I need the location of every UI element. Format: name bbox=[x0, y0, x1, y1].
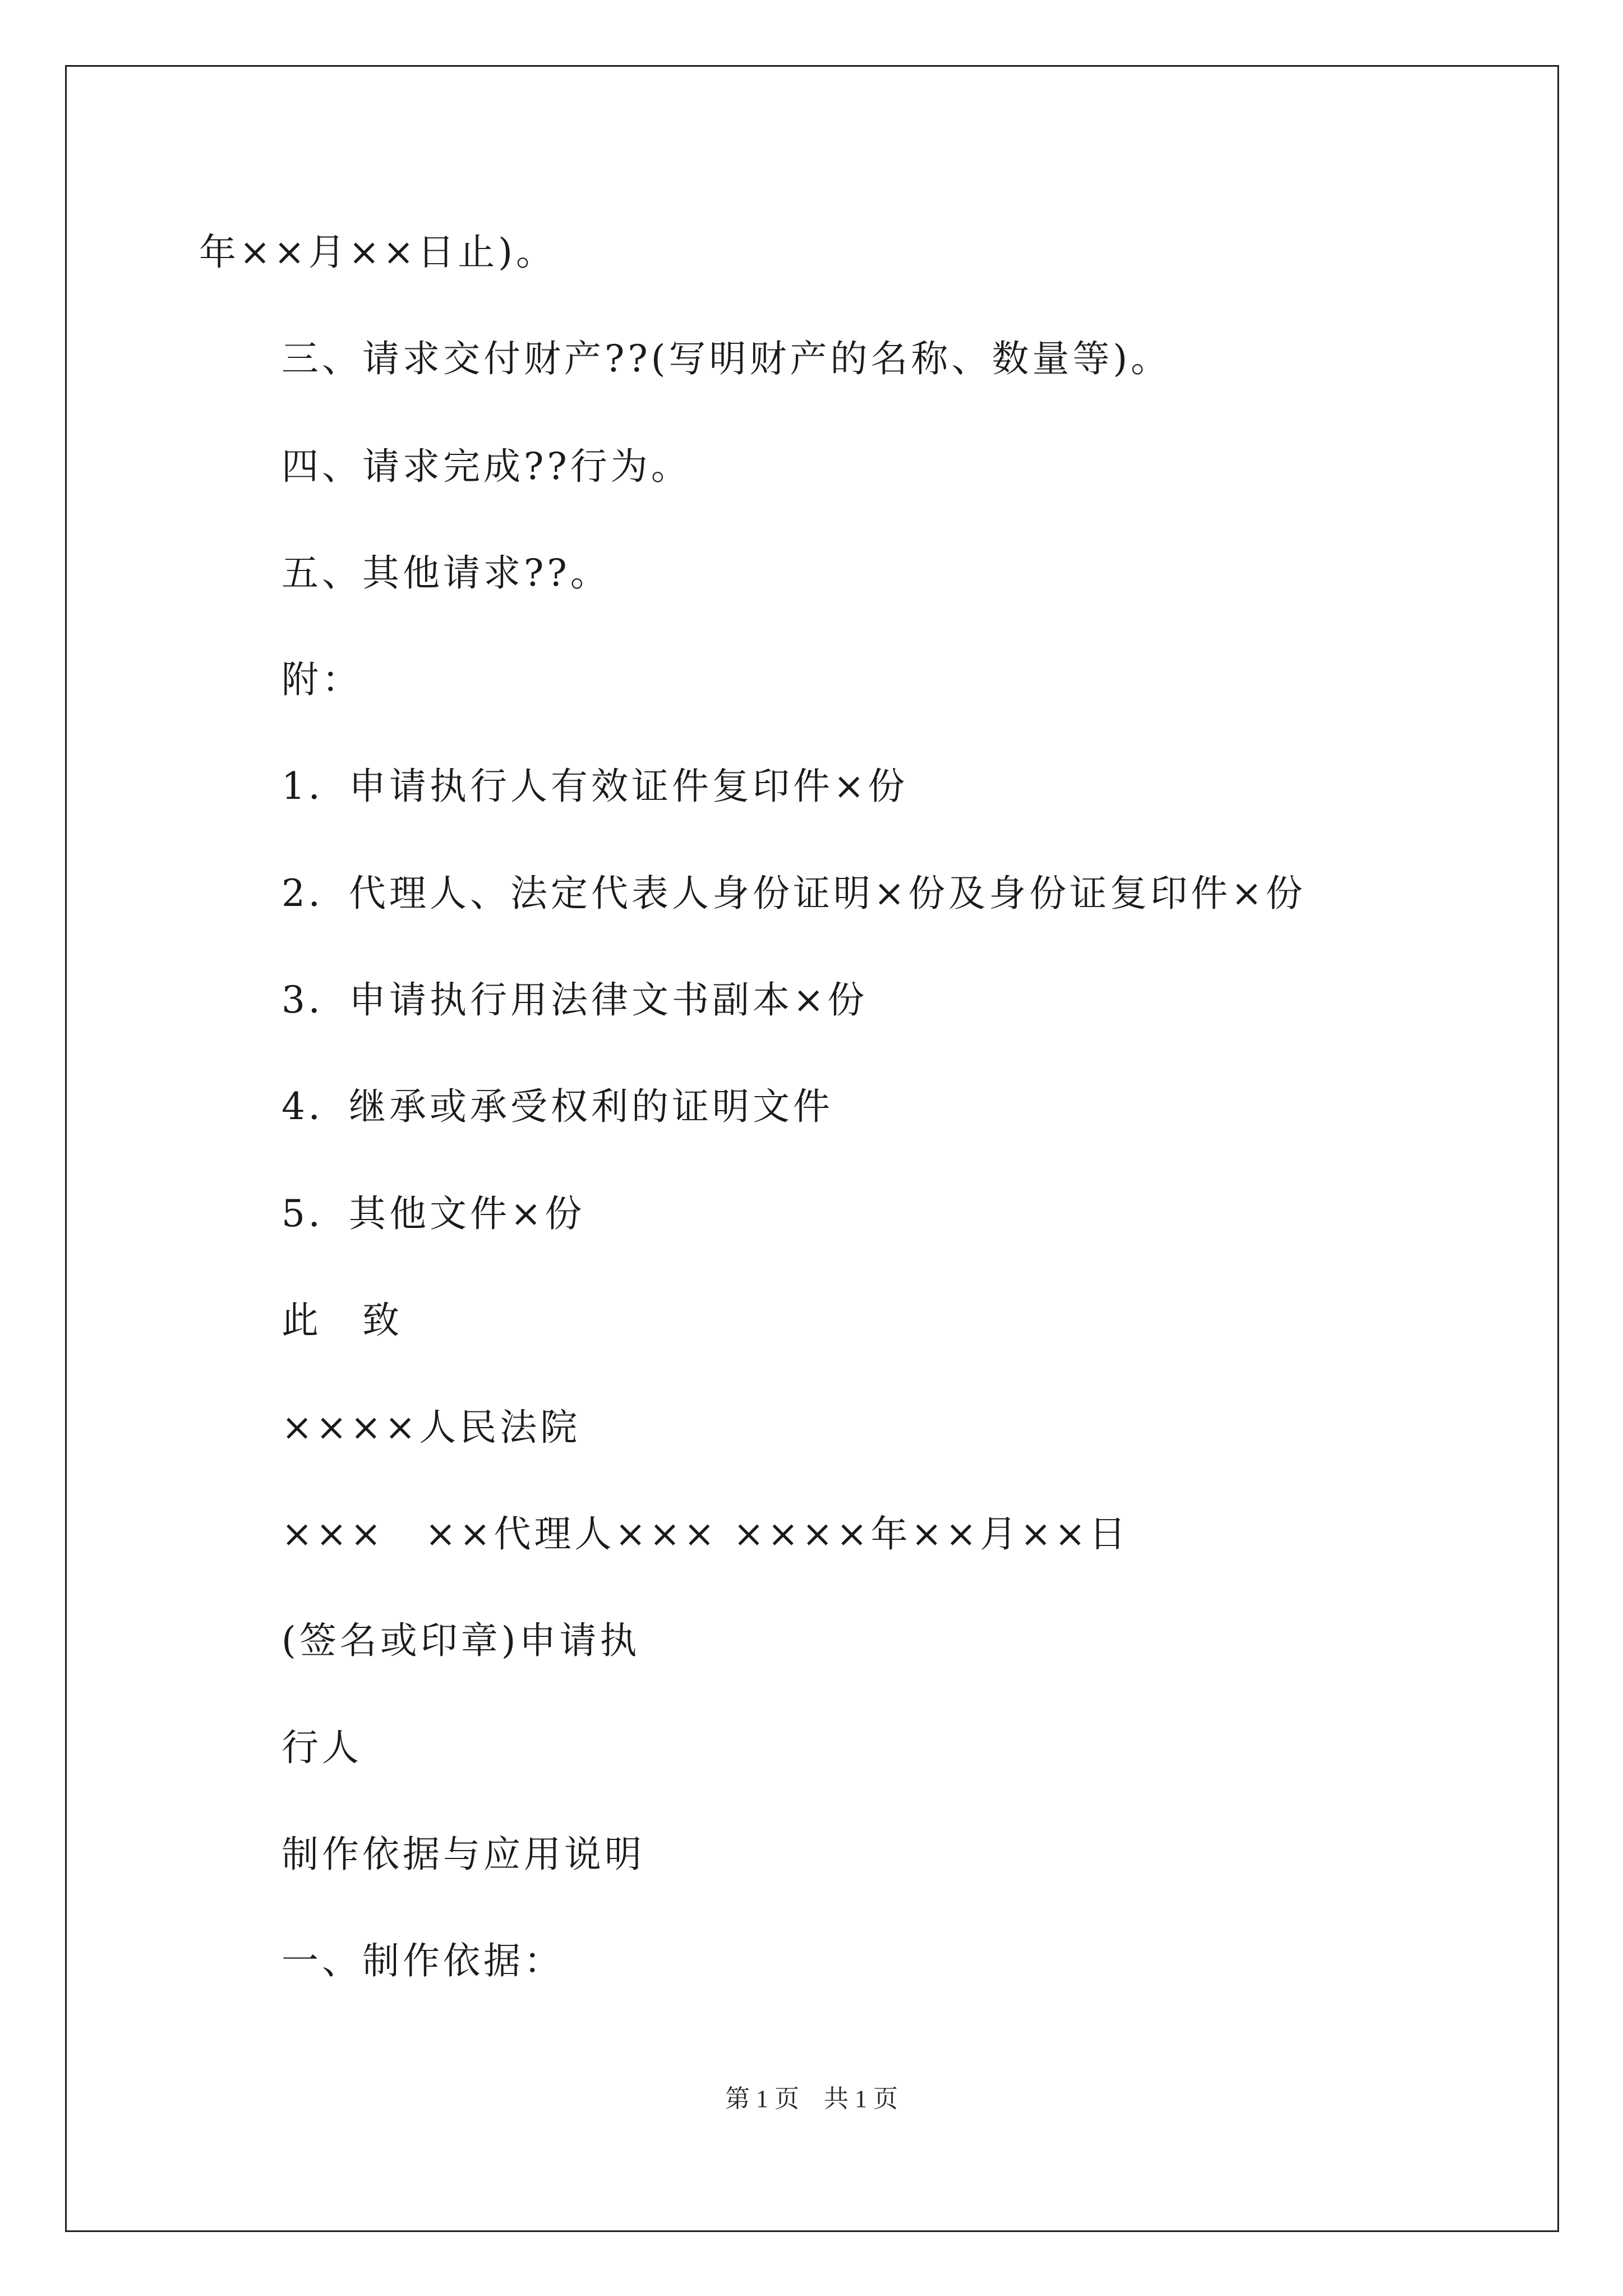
page-footer: 第 1 页 共 1 页 bbox=[725, 2085, 898, 2113]
text-line-attachment-4: 4．继承或承受权利的证明文件 bbox=[282, 1085, 833, 1128]
text-line-salutation: 此 致 bbox=[282, 1299, 403, 1342]
text-line-attachment-1: 1．申请执行人有效证件复印件×份 bbox=[282, 765, 909, 808]
page-border bbox=[65, 65, 1559, 2232]
text-line-section-one: 一、制作依据： bbox=[282, 1939, 564, 1982]
text-line-basis-heading: 制作依据与应用说明 bbox=[282, 1833, 645, 1876]
text-line-attachment-2: 2．代理人、法定代表人身份证明×份及身份证复印件×份 bbox=[282, 872, 1306, 915]
text-line-attachment-5: 5．其他文件×份 bbox=[282, 1192, 585, 1235]
text-line-court-name: ××××人民法院 bbox=[282, 1406, 581, 1449]
text-line-applicant-continued: 行人 bbox=[282, 1726, 362, 1769]
text-line-request-action: 四、请求完成??行为。 bbox=[282, 445, 691, 488]
text-line-signature-note: (签名或印章)申请执 bbox=[282, 1619, 640, 1662]
text-line-request-property: 三、请求交付财产??(写明财产的名称、数量等)。 bbox=[282, 337, 1172, 380]
text-line-date-end: 年××月××日止)。 bbox=[199, 231, 556, 274]
text-line-signature-row: ××× ××代理人××× ××××年××月××日 bbox=[282, 1512, 1129, 1556]
text-line-attachment-3: 3．申请执行用法律文书副本×份 bbox=[282, 978, 868, 1022]
text-line-other-request: 五、其他请求??。 bbox=[282, 551, 611, 595]
text-line-attachments-heading: 附： bbox=[282, 658, 362, 701]
